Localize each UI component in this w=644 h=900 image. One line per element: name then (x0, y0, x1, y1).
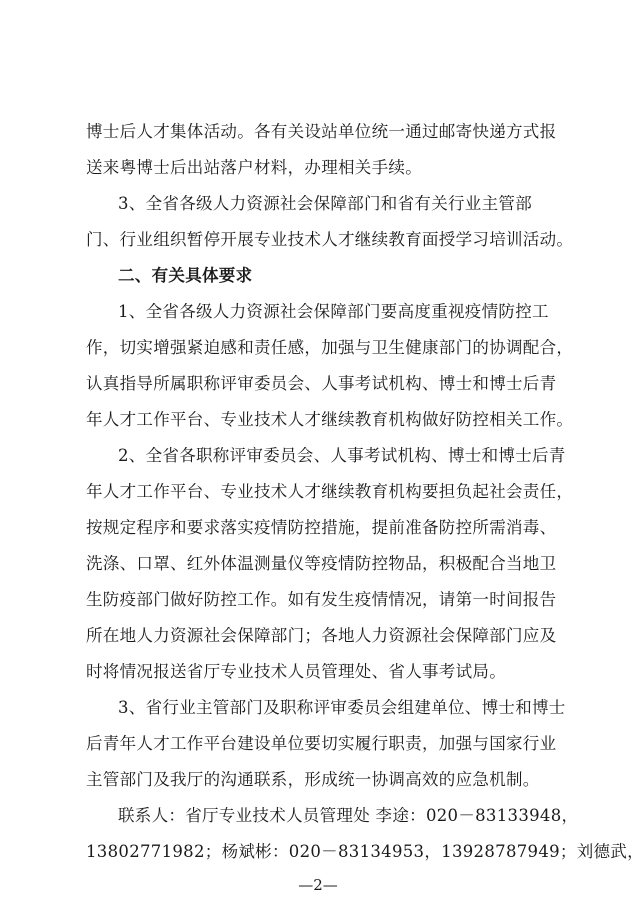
body-line: 年人才工作平台、专业技术人才继续教育机构要担负起社会责任， (86, 482, 574, 501)
contact-line: 联系人：省厅专业技术人员管理处 李途：020－83133948， (118, 806, 579, 825)
body-line: 年人才工作平台、专业技术人才继续教育机构做好防控相关工作。 (86, 410, 574, 429)
body-line: 所在地人力资源社会保障部门；各地人力资源社会保障部门应及 (86, 626, 557, 645)
body-line: 博士后人才集体活动。各有关设站单位统一通过邮寄快递方式报 (86, 122, 557, 141)
body-line: 时将情况报送省厅专业技术人员管理处、省人事考试局。 (86, 662, 506, 681)
body-line: 送来粤博士后出站落户材料，办理相关手续。 (86, 158, 422, 177)
body-line: 2、全省各职称评审委员会、人事考试机构、博士和博士后青 (118, 446, 566, 465)
body-line: 后青年人才工作平台建设单位要切实履行职责，加强与国家行业 (86, 734, 557, 753)
body-line: 主管部门及我厅的沟通联系，形成统一协调高效的应急机制。 (86, 770, 540, 789)
contact-line: 13802771982；杨斌彬：020－83134953，13928787949；刘德武， (86, 842, 644, 861)
body-line: 生防疫部门做好防控工作。如有发生疫情情况，请第一时间报告 (86, 590, 557, 609)
body-line: 洗涤、口罩、红外体温测量仪等疫情防控物品，积极配合当地卫 (86, 554, 557, 573)
body-line: 作，切实增强紧迫感和责任感，加强与卫生健康部门的协调配合， (86, 338, 574, 357)
body-line: 认真指导所属职称评审委员会、人事考试机构、博士和博士后青 (86, 374, 557, 393)
section-heading: 二、有关具体要求 (118, 266, 253, 285)
body-line: 1、全省各级人力资源社会保障部门要高度重视疫情防控工 (118, 302, 549, 321)
page-number: —2— (298, 876, 338, 894)
body-line: 门、行业组织暂停开展专业技术人才继续教育面授学习培训活动。 (86, 230, 574, 249)
body-line: 3、全省各级人力资源社会保障部门和省有关行业主管部 (118, 194, 532, 213)
body-line: 按规定程序和要求落实疫情防控措施，提前准备防控所需消毒、 (86, 518, 557, 537)
body-line: 3、省行业主管部门及职称评审委员会组建单位、博士和博士 (118, 698, 566, 717)
